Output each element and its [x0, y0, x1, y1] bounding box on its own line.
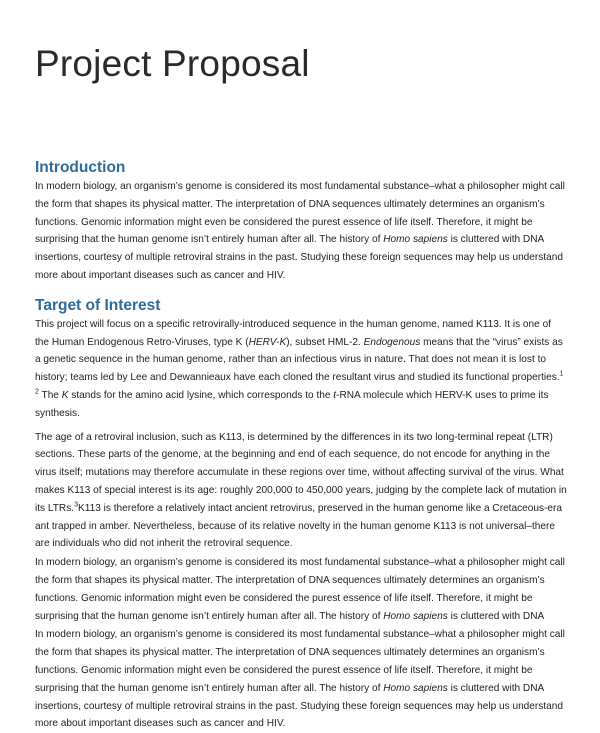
italic-species-name: Homo sapiens: [383, 682, 448, 694]
italic-term: HERV-K: [248, 336, 287, 348]
text-run: In modern biology, an organism’s genome is considered its most fundamental substance–what a philosopher might call the form that shapes its physical matter. The interpretation of DNA sequences ultimately determines an organism’s functions. Genomic information might even be considered the purest essence of life itself. Therefore, it might be surprising that the human genome isn’t entirely human after all. The history of: [35, 629, 565, 694]
text-run: In modern biology, an organism’s genome is considered its most fundamental substance–what a philosopher might call the form that shapes its physical matter. The interpretation of DNA sequences ultimately determines an organism’s functions. Genomic information might even be considered the purest essence of life itself. Therefore, it might be surprising that the human genome isn’t entirely human after all. The history of: [35, 181, 565, 246]
introduction-paragraph: [35, 178, 567, 285]
text-run: is cluttered with DNA insertions, courtesy of multiple retroviral strains in the past. Studying these foreign sequences may help us understand more about important diseases such as cancer and HIV.: [35, 234, 563, 281]
footnote-reference: 3: [74, 501, 78, 509]
italic-term: K: [61, 389, 69, 401]
introduction-heading: Introduction: [35, 159, 126, 176]
text-run: The: [38, 389, 62, 401]
text-run: means that the “virus” exists as a genetic sequence in the human genome, rather than an infectious virus in nature. That does not mean it is lost to history; teams led by Lee and Dewannieaux have each cloned the resultant virus and studied its functional properties.: [35, 336, 563, 384]
target-of-interest-heading: Target of Interest: [35, 296, 161, 314]
text-run: The age of a retroviral inclusion, such as K113, is determined by the differences in its two long-terminal repeat (LTR) sections. These parts of the genome, at the beginning and end of each sequence, do not encode for anything in the virus itself; mutations may therefore accumulate in these regions over time, without affecting survival of the virus. What makes K113 of special interest is its age: roughly 200,000 to 450,000 years, judging by the complete lack of mutation in its LTRs.: [35, 431, 567, 514]
page-title: Project Proposal: [35, 43, 310, 84]
footnote-reference: 1 2: [35, 370, 564, 396]
target-paragraph-4: [35, 626, 567, 733]
target-paragraph-3: [35, 554, 567, 625]
text-run: K113 is therefore a relatively intact ancient retrovirus, preserved in the human genome like a Cretaceous-era ant trapped in amber. Nevertheless, because of its relative novelty in the human genome K113 is not universal–there are individuals who did not inherit the retroviral sequence.: [35, 502, 562, 550]
text-run: is cluttered with DNA insertions, courtesy of multiple retroviral strains in the past. Studying these foreign sequences may help us understand more about important diseases such as cancer and HIV.: [35, 682, 563, 730]
italic-species-name: Homo sapiens: [383, 234, 448, 246]
text-run: stands for the amino acid lysine, which corresponds to the: [68, 389, 334, 401]
italic-term: t: [333, 389, 337, 401]
text-run: -RNA molecule which HERV-K uses to prime its synthesis.: [35, 389, 549, 419]
target-paragraph-2: [35, 429, 567, 554]
italic-species-name: Homo sapiens: [383, 610, 448, 622]
text-run: ), subset HML-2.: [286, 336, 364, 348]
text-run: In modern biology, an organism’s genome is considered its most fundamental substance–what a philosopher might call the form that shapes its physical matter. The interpretation of DNA sequences ultimately determines an organism’s functions. Genomic information might even be considered the purest essence of life itself. Therefore, it might be surprising that the human genome isn’t entirely human after all. The history of: [35, 557, 565, 622]
target-paragraph-1: [35, 316, 567, 423]
text-run: is cluttered with DNA: [447, 610, 545, 622]
text-run: This project will focus on a specific retrovirally-introduced sequence in the human genome, named K113. It is one of the Human Endogenous Retro-Viruses, type K (: [35, 318, 551, 348]
italic-term: Endogenous: [363, 336, 421, 348]
